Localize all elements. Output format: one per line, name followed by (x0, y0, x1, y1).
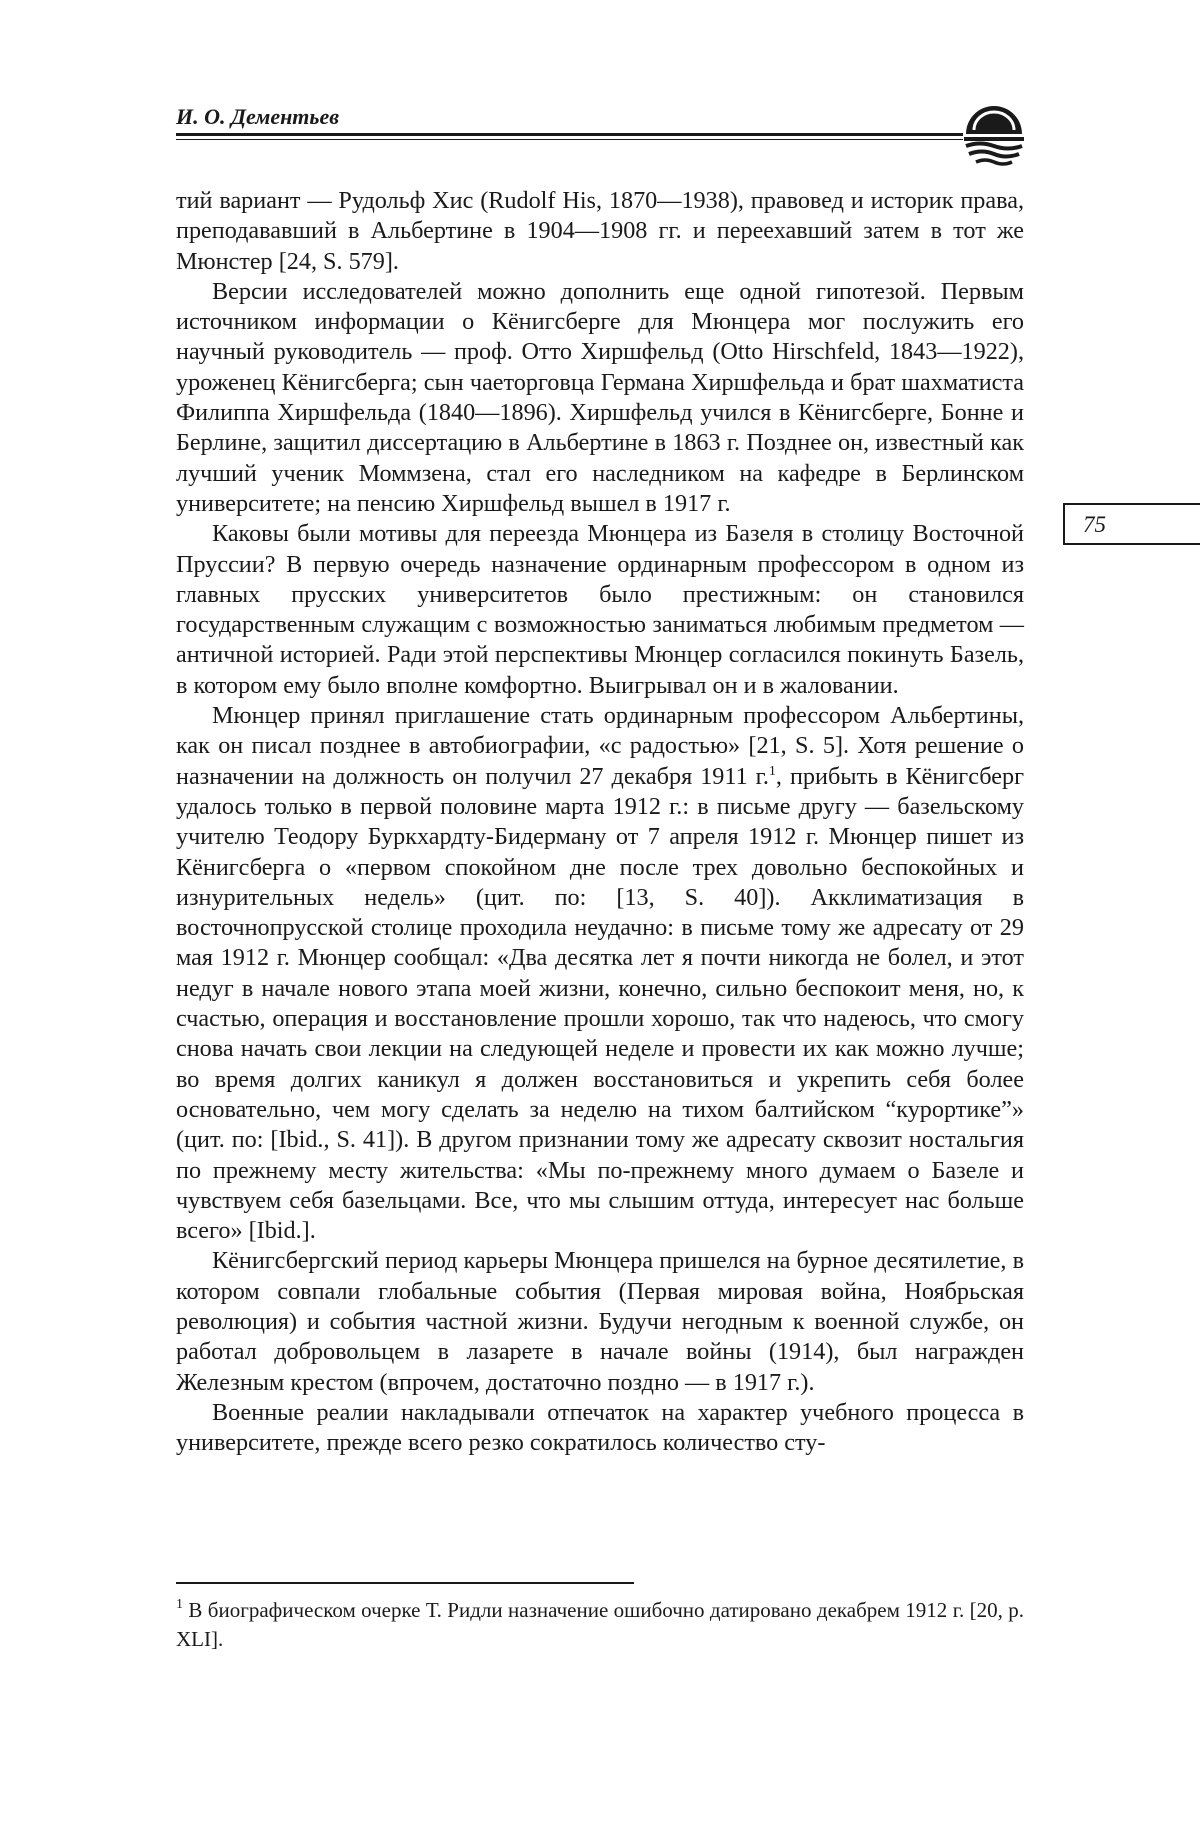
paragraph: Каковы были мотивы для переезда Мюнцера из Базеля в столицу Восточной Пруссии? В первую очередь назначение ординарным профессором в одном из главных прусских университетов было престижным: он становился государственным служащим с возможностью заниматься любимым предметом — античной историей. Ради этой перспективы Мюнцер согласился покинуть Базель, в котором ему было вполне комфортно. Выигрывал он и в жаловании. (176, 520, 1024, 699)
footnote-reference: 1 (768, 763, 776, 779)
footnote-text: В биографическом очерке Т. Ридли назначение ошибочно датировано декабрем 1912 г. [20, p. XLI]. (176, 1598, 1024, 1651)
article-body (176, 186, 1024, 1458)
footnote-separator (176, 1582, 634, 1584)
paragraph: Кёнигсбергский период карьеры Мюнцера пришелся на бурное десятилетие, в котором совпали глобальные события (Первая мировая война, Ноябрьская революция) и события частной жизни. Будучи негодным к военной службе, он работал добровольцем в лазарете в начале войны (1914), был награжден Железным крестом (впрочем, достаточно поздно — в 1917 г.). (176, 1247, 1024, 1396)
running-header-author: И. О. Дементьев (176, 104, 340, 129)
header-rule-thin (176, 139, 963, 140)
footnote (176, 1596, 1024, 1654)
header-rule-thick (176, 133, 963, 136)
page-number: 75 (1083, 512, 1106, 537)
paragraph-text: Мюнцер принял приглашение стать ординарным профессором Альбертины, как он писал позднее в автобиографии, «с радостью» [21, S. 5]. Хотя решение о назначении на должность он получил 27 декабря 1911 г. (176, 702, 1024, 790)
journal-wave-logo-icon (960, 104, 1028, 168)
paragraph: Версии исследователей можно дополнить еще одной гипотезой. Первым источником информации о Кёнигсберге для Мюнцера мог послужить его научный руководитель — проф. Отто Хиршфельд (Otto Hirschfeld, 1843—1922), уроженец Кёнигсберга; сын чаеторговца Германа Хиршфельда и брат шахматиста Филиппа Хиршфельда (1840—1896). Хиршфельд учился в Кёнигсберге, Бонне и Берлине, защитил диссертацию в Альбертине в 1863 г. Позднее он, известный как лучший ученик Моммзена, стал его наследником на кафедре в Берлинском университете; на пенсию Хиршфельд вышел в 1917 г. (176, 277, 1024, 517)
paragraph: Военные реалии накладывали отпечаток на характер учебного процесса в университете, прежде всего резко сократилось количество сту- (176, 1398, 1024, 1457)
page-number-tab (1063, 503, 1200, 545)
footnote-marker: 1 (176, 1597, 183, 1612)
paragraph: тий вариант — Рудольф Хис (Rudolf His, 1870—1938), правовед и историк права, преподававший в Альбертине в 1904—1908 гг. и переехавший затем в тот же Мюнстер [24, S. 579]. (176, 187, 1024, 275)
paragraph (176, 701, 1024, 1246)
paragraph-text: , прибыть в Кёнигсберг удалось только в первой половине марта 1912 г.: в письме другу — базельскому учителю Теодору Буркхардту-Бидерману от 7 апреля 1912 г. Мюнцер пишет из Кёнигсберга о «первом спокойном дне после трех довольно беспокойных и изнурительных недель» (цит. по: [13, S. 40]). Акклиматизация в восточнопрусской столице проходила неудачно: в письме тому же адресату от 29 мая 1912 г. Мюнцер сообщал: «Два десятка лет я почти никогда не болел, и этот недуг в начале нового этапа моей жизни, конечно, сильно беспокоит меня, но, к счастью, операция и восстановление прошли хорошо, так что надеюсь, что смогу снова начать свои лекции на следующей неделе и провести их как можно лучше; во время долгих каникул я должен восстановиться и укрепить себя более основательно, чем могу сделать за неделю на тихом балтийском “курортике”» (цит. по: [Ibid., S. 41]). В другом признании тому же адресату сквозит ностальгия по прежнему месту жительства: «Мы по-прежнему много думаем о Базеле и чувствуем себя базельцами. Все, что мы слышим оттуда, интересует нас больше всего» [Ibid.]. (176, 762, 1024, 1245)
